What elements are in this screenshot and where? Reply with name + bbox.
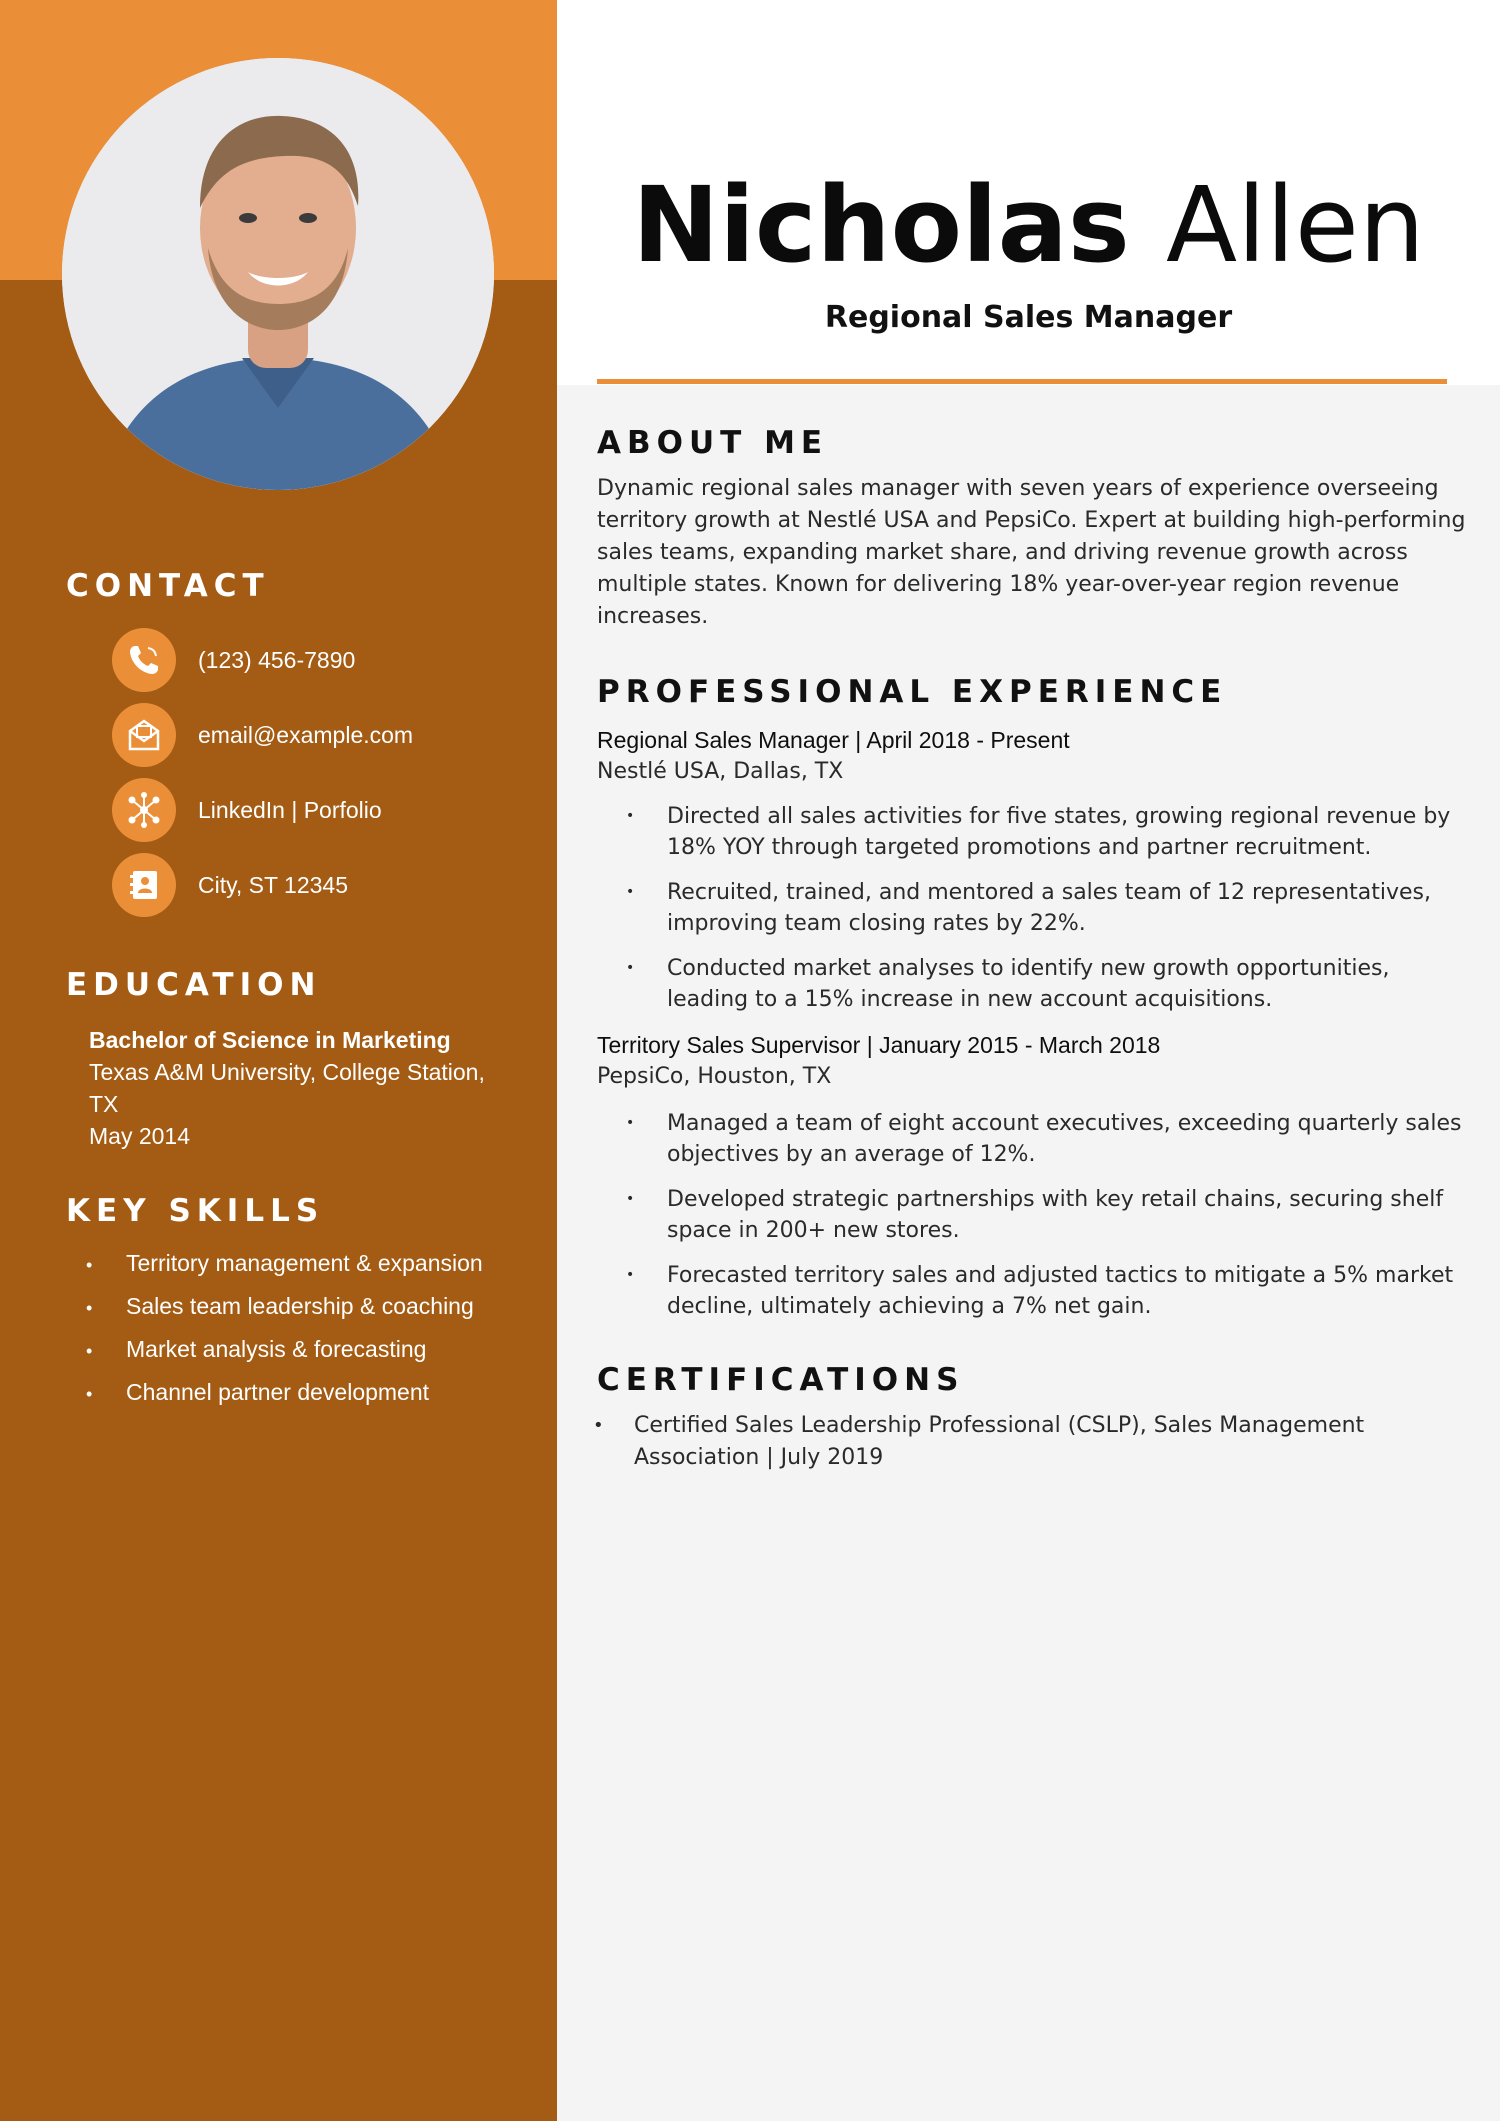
job-2-title: Territory Sales Supervisor | January 2015 - March 2018 <box>597 1032 1161 1058</box>
skill-item <box>86 1336 483 1379</box>
phone-icon <box>112 628 176 692</box>
about-text: Dynamic regional sales manager with seven years of experience overseeing territory growth at Nestlé USA and PepsiCo. Expert at building high-performing sales teams, expanding market share, and driving revenue growth across multiple states. Known for delivering 18% year-over-year region revenue increases. <box>597 476 1466 629</box>
bullet-icon: • <box>86 1255 93 1275</box>
skill-text: Market analysis & forecasting <box>126 1336 427 1362</box>
bullet-icon: • <box>593 1415 604 1436</box>
skill-item <box>86 1250 483 1293</box>
email-icon <box>112 703 176 767</box>
skills-heading: KEY SKILLS <box>66 1193 325 1229</box>
job-bullet <box>626 1184 1466 1246</box>
job-1-company: Nestlé USA, Dallas, TX <box>597 759 844 784</box>
network-icon <box>112 778 176 842</box>
job-bullet-text: Directed all sales activities for five states, growing regional revenue by 18% YOY through targeted promotions and partner recruitment. <box>667 804 1451 860</box>
job-title: Regional Sales Manager <box>824 300 1233 335</box>
job-2-company: PepsiCo, Houston, TX <box>597 1064 832 1089</box>
contact-email <box>112 703 413 767</box>
profile-photo <box>62 58 494 490</box>
certification-item <box>593 1410 1453 1474</box>
contact-links <box>112 778 382 842</box>
job-bullet <box>626 1260 1466 1322</box>
contact-address-text: City, ST 12345 <box>198 871 349 898</box>
skill-text: Sales team leadership & coaching <box>126 1293 474 1319</box>
education-entry <box>89 1024 509 1152</box>
job-1-title: Regional Sales Manager | April 2018 - Present <box>597 727 1070 753</box>
education-school: Texas A&M University, College Station, TX <box>89 1059 485 1117</box>
skill-text: Territory management & expansion <box>126 1250 483 1276</box>
address-book-icon <box>112 853 176 917</box>
contact-links-text[interactable]: LinkedIn | Porfolio <box>198 796 382 823</box>
education-date: May 2014 <box>89 1123 191 1149</box>
last-name: Allen <box>1165 164 1425 286</box>
job-bullet-text: Managed a team of eight account executives, exceeding quarterly sales objectives by an average of 12%. <box>667 1111 1462 1167</box>
skills-list <box>86 1250 483 1422</box>
job-bullet-text: Conducted market analyses to identify new growth opportunities, leading to a 15% increase in new account acquisitions. <box>667 956 1390 1012</box>
bullet-icon: • <box>626 1115 635 1131</box>
bullet-icon: • <box>86 1298 93 1318</box>
bullet-icon: • <box>86 1384 93 1404</box>
job-bullet-text: Forecasted territory sales and adjusted tactics to mitigate a 5% market decline, ultimately achieving a 7% net gain. <box>667 1263 1454 1319</box>
bullet-icon: • <box>626 884 635 900</box>
candidate-name <box>557 165 1500 285</box>
experience-heading: PROFESSIONAL EXPERIENCE <box>597 674 1228 710</box>
contact-phone-text[interactable]: (123) 456-7890 <box>198 646 356 673</box>
job-bullet <box>626 953 1466 1015</box>
contact-address <box>112 853 348 917</box>
job-bullet <box>626 877 1466 939</box>
bullet-icon: • <box>626 1191 635 1207</box>
certifications-list <box>593 1410 1453 1474</box>
first-name: Nicholas <box>632 164 1130 286</box>
header-divider <box>597 379 1447 384</box>
job-bullet-text: Recruited, trained, and mentored a sales team of 12 representatives, improving team closing rates by 22%. <box>667 880 1431 936</box>
job-2-bullets <box>626 1108 1466 1322</box>
job-bullet <box>626 801 1466 863</box>
certifications-heading: CERTIFICATIONS <box>597 1362 965 1398</box>
skill-item <box>86 1293 483 1336</box>
contact-phone <box>112 628 355 692</box>
job-bullet <box>626 1108 1466 1170</box>
skill-text: Channel partner development <box>126 1379 430 1405</box>
bullet-icon: • <box>626 808 635 824</box>
profile-photo-illustration <box>62 58 494 490</box>
contact-email-text[interactable]: email@example.com <box>198 721 414 748</box>
bullet-icon: • <box>626 1267 635 1283</box>
education-degree: Bachelor of Science in Marketing <box>89 1027 451 1053</box>
about-heading: ABOUT ME <box>597 425 829 461</box>
education-heading: EDUCATION <box>66 967 322 1003</box>
job-bullet-text: Developed strategic partnerships with key retail chains, securing shelf space in 200+ new stores. <box>667 1187 1444 1243</box>
skill-item <box>86 1379 483 1422</box>
job-1-bullets <box>626 801 1466 1015</box>
bullet-icon: • <box>626 960 635 976</box>
certification-text: Certified Sales Leadership Professional (CSLP), Sales Management Association | July 2019 <box>634 1413 1365 1470</box>
bullet-icon: • <box>86 1341 93 1361</box>
contact-heading: CONTACT <box>66 568 270 604</box>
